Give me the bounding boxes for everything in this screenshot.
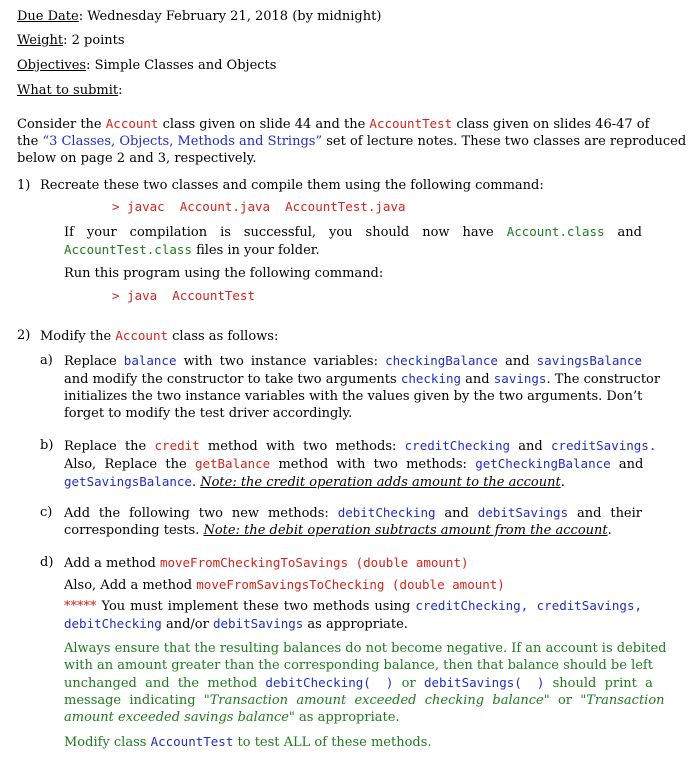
item-a-line-4: forget to modify the test driver accordingly. bbox=[64, 406, 353, 421]
debit-savings-call: debitSavings( ) bbox=[423, 675, 545, 690]
modify-test-line bbox=[64, 733, 432, 751]
item-d-label: d) bbox=[40, 555, 54, 570]
item-d-text: You must implement these two methods using bbox=[96, 599, 416, 614]
credit-checking-method: creditChecking bbox=[404, 438, 510, 453]
stars-marker: ***** bbox=[64, 599, 97, 614]
item-c-line-2 bbox=[64, 522, 642, 539]
item-c-text: and their bbox=[568, 506, 643, 521]
item-d-line-1 bbox=[64, 554, 469, 572]
item-b-text: . bbox=[191, 475, 201, 490]
intro-text: the bbox=[17, 134, 43, 149]
intro-text: class given on slide 44 and the bbox=[158, 117, 370, 132]
credit-note: Note: the credit operation adds amount to the account bbox=[200, 475, 561, 490]
item-a-line-3: initializes the two instance variables with the values given by the two arguments. Don’t bbox=[64, 389, 643, 404]
green-text: as appropriate. bbox=[294, 710, 400, 725]
item-a-label: a) bbox=[40, 353, 53, 368]
item-a-line-1 bbox=[64, 352, 642, 370]
item-b-line-3 bbox=[64, 473, 642, 491]
debit-savings-method: debitSavings bbox=[212, 616, 304, 631]
item-d-line-2 bbox=[64, 576, 505, 594]
item-c-text: and bbox=[435, 506, 478, 521]
item-a-text: . The constructor bbox=[546, 372, 661, 387]
step-2-number: 2) bbox=[17, 328, 31, 343]
item-b-text: and bbox=[610, 457, 644, 472]
checking-error-message: "Transaction amount exceeded checking balance" bbox=[203, 693, 550, 708]
checking-arg: checking bbox=[400, 371, 462, 386]
intro-line-3: below on page 2 and 3, respectively. bbox=[17, 151, 257, 166]
run-command: > java AccountTest bbox=[112, 288, 255, 303]
due-date-label: Due Date bbox=[17, 9, 79, 24]
objectives-label: Objectives bbox=[17, 58, 87, 73]
account-class-file: Account.class bbox=[506, 224, 605, 239]
item-c-text: . bbox=[607, 523, 612, 538]
submit-label: What to submit bbox=[17, 83, 119, 98]
intro-text: class given on slides 46-47 of bbox=[452, 117, 650, 132]
debit-note: Note: the debit operation subtracts amount from the account bbox=[203, 523, 608, 538]
account-class-ref: Account bbox=[105, 116, 159, 131]
green-text: should print a bbox=[544, 676, 653, 691]
item-c-text: Add the following two new methods: bbox=[64, 506, 338, 521]
item-b-line-2 bbox=[64, 455, 642, 473]
credit-savings-method: creditSavings. bbox=[550, 438, 657, 453]
item-d-line-3 bbox=[64, 597, 642, 615]
step-2-text-part: class as follows: bbox=[168, 329, 279, 344]
item-b-line-1 bbox=[64, 437, 657, 455]
account-test-class-ref: AccountTest bbox=[369, 116, 453, 131]
item-d-text: Also, Add a method bbox=[64, 578, 197, 593]
compile-result-paragraph bbox=[64, 223, 642, 259]
green-line-5 bbox=[64, 709, 642, 726]
get-checking-balance-method: getCheckingBalance bbox=[475, 456, 611, 471]
item-a-paragraph bbox=[64, 352, 661, 422]
submit-line bbox=[17, 82, 123, 99]
item-d-text: and/or bbox=[161, 617, 213, 632]
intro-line-1 bbox=[17, 115, 650, 133]
account-class-ref: Account bbox=[115, 328, 169, 343]
step-1-text: Recreate these two classes and compile them using the following command: bbox=[40, 178, 544, 193]
green-line-4 bbox=[64, 692, 665, 709]
due-date-line bbox=[17, 8, 381, 25]
compile-text: and bbox=[604, 225, 642, 240]
green-text: or bbox=[393, 676, 424, 691]
submit-colon: : bbox=[118, 83, 123, 98]
compile-line-1 bbox=[64, 223, 642, 241]
green-text: Modify class bbox=[64, 735, 151, 750]
get-balance-method: getBalance bbox=[194, 456, 271, 471]
item-a-text: and bbox=[497, 354, 537, 369]
credit-method: credit bbox=[154, 438, 200, 453]
lecture-title: “3 Classes, Objects, Methods and Strings” bbox=[42, 134, 323, 149]
weight-line bbox=[17, 32, 125, 49]
intro-text: set of lecture notes. These two classes are reproduced bbox=[322, 134, 687, 149]
item-b-text: Also, Replace the bbox=[64, 457, 195, 472]
intro-line-2 bbox=[17, 133, 687, 150]
debit-savings-method: debitSavings bbox=[477, 505, 569, 520]
item-a-text: with two instance variables: bbox=[176, 354, 386, 369]
item-b-label: b) bbox=[40, 438, 54, 453]
item-c-label: c) bbox=[40, 505, 53, 520]
green-line-3 bbox=[64, 674, 653, 692]
compile-line-2 bbox=[64, 241, 642, 259]
step-2-text-part: Modify the bbox=[40, 329, 116, 344]
negative-balance-paragraph bbox=[64, 640, 667, 726]
item-a-line-2 bbox=[64, 370, 661, 388]
item-d-line-4 bbox=[64, 615, 642, 633]
item-d-requirement bbox=[64, 597, 642, 633]
weight-label: Weight bbox=[17, 33, 64, 48]
item-b-text: method with two methods: bbox=[270, 457, 476, 472]
debit-checking-method: debitChecking bbox=[64, 616, 162, 631]
item-c-line-1 bbox=[64, 504, 642, 522]
item-b-text: . bbox=[560, 475, 565, 490]
account-test-class-ref: AccountTest bbox=[150, 734, 234, 749]
intro-paragraph bbox=[17, 115, 687, 167]
checking-balance-var: checkingBalance bbox=[385, 353, 498, 368]
step-1-number: 1) bbox=[17, 178, 31, 193]
savings-arg: savings bbox=[493, 371, 547, 386]
compile-text: If your compilation is successful, you should now have bbox=[64, 225, 507, 240]
objectives-value: : Simple Classes and Objects bbox=[86, 58, 277, 73]
due-date-value: : Wednesday February 21, 2018 (by midnight) bbox=[78, 9, 382, 24]
savings-error-message-start: "Transaction bbox=[580, 693, 665, 708]
item-b-text: and bbox=[510, 439, 551, 454]
item-b-paragraph bbox=[64, 437, 657, 491]
green-text: unchanged and the method bbox=[64, 676, 266, 691]
run-text: Run this program using the following command: bbox=[64, 266, 384, 281]
move-checking-to-savings-method: moveFromCheckingToSavings (double amount) bbox=[159, 555, 469, 570]
item-c-paragraph bbox=[64, 504, 642, 539]
debit-checking-method: debitChecking bbox=[337, 505, 436, 520]
savings-error-message-end: amount exceeded savings balance" bbox=[64, 710, 295, 725]
item-a-text: and modify the constructor to take two arguments bbox=[64, 372, 401, 387]
intro-text: Consider the bbox=[17, 117, 106, 132]
credit-methods-list: creditChecking, creditSavings, bbox=[415, 598, 642, 613]
item-b-text: Replace the bbox=[64, 439, 155, 454]
objectives-line bbox=[17, 57, 276, 74]
green-line-1: Always ensure that the resulting balances do not become negative. If an account is debited bbox=[64, 641, 667, 656]
step-2-text bbox=[40, 327, 278, 345]
move-savings-to-checking-method: moveFromSavingsToChecking (double amount) bbox=[196, 577, 505, 592]
weight-value: : 2 points bbox=[63, 33, 125, 48]
item-a-text: and bbox=[461, 372, 494, 387]
item-b-text: method with two methods: bbox=[199, 439, 405, 454]
compile-command: > javac Account.java AccountTest.java bbox=[112, 199, 406, 214]
debit-checking-call: debitChecking( ) bbox=[265, 675, 394, 690]
item-a-text: Replace bbox=[64, 354, 124, 369]
item-d-text: as appropriate. bbox=[303, 617, 408, 632]
account-test-class-file: AccountTest.class bbox=[64, 242, 192, 257]
green-line-2: with an amount greater than the corresponding balance, then that balance should be left bbox=[64, 658, 653, 673]
green-text: or bbox=[549, 693, 581, 708]
get-savings-balance-method: getSavingsBalance bbox=[64, 474, 192, 489]
green-text: message indicating bbox=[64, 693, 204, 708]
compile-text: files in your folder. bbox=[191, 243, 320, 258]
item-d-text: Add a method bbox=[64, 556, 160, 571]
savings-balance-var: savingsBalance bbox=[536, 353, 642, 368]
item-c-text: corresponding tests. bbox=[64, 523, 204, 538]
balance-var: balance bbox=[123, 353, 177, 368]
green-text: to test ALL of these methods. bbox=[233, 735, 432, 750]
